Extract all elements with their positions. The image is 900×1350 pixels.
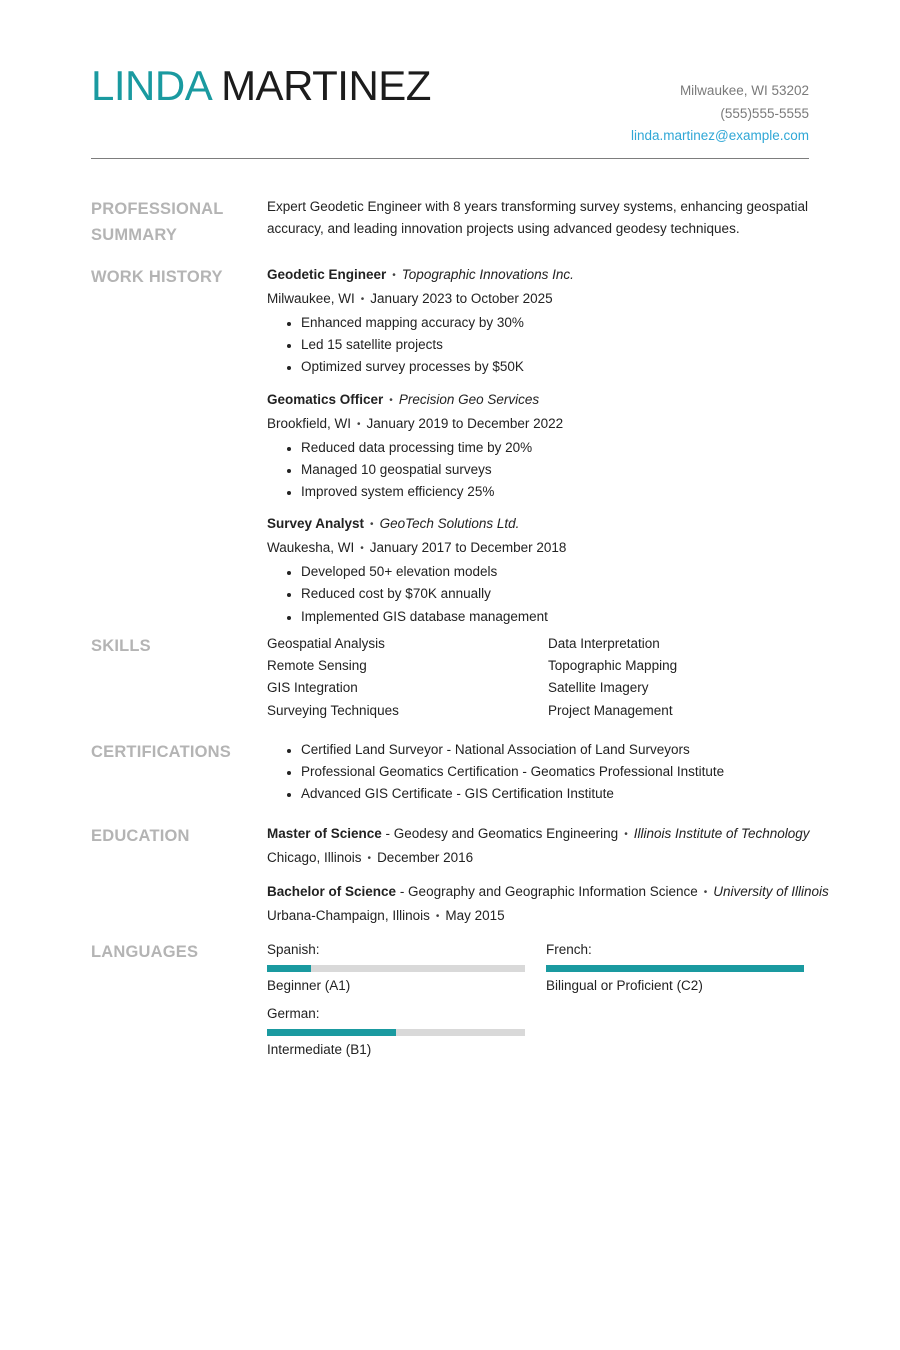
language-entry — [267, 939, 525, 997]
job-location: Waukesha, WI — [267, 540, 355, 556]
proficiency-bar-fill — [267, 1029, 396, 1036]
job-location: Brookfield, WI — [267, 415, 352, 431]
bullet-separator: • — [703, 887, 708, 898]
job-bullets — [267, 437, 812, 504]
skill-item: Surveying Techniques — [267, 702, 399, 718]
bullet-separator: • — [360, 543, 364, 555]
list-item: • Advanced GIS Certificate - GIS Certification Institute — [301, 783, 812, 805]
list-item: • Professional Geomatics Certification - Geomatics Professional Institute — [301, 761, 812, 783]
skill-item: Geospatial Analysis — [267, 636, 385, 651]
job-header — [267, 513, 812, 537]
list-item: • Led 15 satellite projects — [301, 334, 812, 356]
list-item: • Implemented GIS database management — [301, 606, 812, 628]
language-name: German: — [267, 1006, 320, 1021]
section-label: PROFESSIONAL SUMMARY — [91, 200, 224, 244]
header-divider — [91, 158, 809, 159]
skills-grid — [267, 633, 812, 722]
language-level: Beginner (A1) — [267, 978, 351, 993]
education-meta — [267, 847, 812, 871]
job-bullets — [267, 312, 812, 379]
degree-field: - Geography and Geographic Information Science — [396, 884, 698, 899]
bullet-separator: • — [370, 519, 374, 531]
list-item: • Reduced data processing time by 20% — [301, 437, 812, 459]
job-dates: January 2023 to October 2025 — [370, 291, 553, 306]
graduation-date: May 2015 — [445, 908, 505, 923]
job-dates: January 2019 to December 2022 — [366, 415, 564, 431]
school-location: Chicago, Illinois — [267, 850, 362, 865]
bullet-separator: • — [367, 853, 372, 864]
skill-item: Project Management — [548, 702, 673, 718]
skill-item: Remote Sensing — [267, 658, 367, 674]
bullet-separator: • — [624, 829, 628, 840]
resume-header — [91, 62, 809, 146]
first-name: LINDA — [91, 62, 210, 109]
certifications-list — [267, 739, 812, 806]
bullet-separator: • — [357, 418, 361, 430]
list-item: • Enhanced mapping accuracy by 30% — [301, 312, 812, 334]
education-meta — [267, 905, 812, 929]
languages-grid — [267, 939, 812, 1061]
school-name: University of Illinois — [713, 884, 829, 899]
job-entry — [267, 513, 812, 628]
proficiency-bar-fill — [546, 965, 804, 972]
job-entry — [267, 389, 812, 504]
job-company: Topographic Innovations Inc. — [401, 267, 574, 282]
bullet-separator: • — [392, 270, 396, 281]
degree-line — [267, 823, 812, 847]
proficiency-bar — [267, 965, 525, 972]
certifications-body — [267, 739, 812, 806]
language-level: Bilingual or Proficient (C2) — [546, 978, 703, 993]
section-label: CERTIFICATIONS — [91, 743, 231, 761]
job-title: Geomatics Officer — [267, 391, 384, 407]
skill-item: GIS Integration — [267, 680, 358, 696]
bullet-separator: • — [389, 394, 393, 406]
degree-line — [267, 881, 829, 905]
section-label: SKILLS — [91, 637, 151, 655]
summary-text: Expert Geodetic Engineer with 8 years transforming survey systems, enhancing geospatial accuracy, and leading innovation projects using advanced geodesy techniques. — [267, 199, 809, 236]
list-item: • Reduced cost by $70K annually — [301, 583, 812, 605]
candidate-name — [91, 62, 431, 110]
education-body — [267, 823, 829, 939]
language-entry — [267, 1003, 525, 1061]
skill-item: Topographic Mapping — [548, 658, 678, 674]
section-label: WORK HISTORY — [91, 268, 223, 286]
phone: (555)555-5555 — [720, 105, 809, 121]
degree: Bachelor of Science — [267, 884, 397, 899]
address: Milwaukee, WI 53202 — [679, 83, 809, 98]
bullet-separator: • — [435, 911, 440, 922]
school-location: Urbana-Champaign, Illinois — [267, 908, 430, 923]
degree-field: - Geodesy and Geomatics Engineering — [381, 826, 619, 841]
school-name: Illinois Institute of Technology — [633, 826, 810, 841]
proficiency-bar-fill — [267, 965, 311, 972]
skills-body — [267, 633, 812, 722]
education-entry — [267, 823, 812, 871]
education-entry — [267, 881, 829, 929]
list-item: • Developed 50+ elevation models — [301, 561, 812, 583]
proficiency-bar — [546, 965, 804, 972]
skill-item: Satellite Imagery — [548, 680, 649, 696]
job-meta — [267, 537, 812, 561]
job-entry — [267, 264, 812, 379]
job-title: Survey Analyst — [267, 516, 365, 532]
last-name: MARTINEZ — [221, 62, 431, 109]
graduation-date: December 2016 — [377, 850, 474, 865]
list-item: • Optimized survey processes by $50K — [301, 356, 812, 378]
language-entry — [546, 939, 804, 997]
job-company: GeoTech Solutions Ltd. — [379, 516, 520, 532]
list-item: • Improved system efficiency 25% — [301, 481, 812, 503]
section-label: EDUCATION — [91, 827, 190, 845]
job-header — [267, 389, 812, 413]
proficiency-bar — [267, 1029, 525, 1036]
language-level: Intermediate (B1) — [267, 1042, 372, 1057]
email-link[interactable]: linda.martinez@example.com — [630, 128, 809, 143]
degree: Master of Science — [267, 826, 382, 841]
bullet-separator: • — [360, 294, 365, 305]
section-label: LANGUAGES — [91, 943, 199, 961]
job-title: Geodetic Engineer — [267, 267, 387, 282]
job-company: Precision Geo Services — [398, 391, 540, 407]
job-header — [267, 264, 812, 288]
list-item: • Managed 10 geospatial surveys — [301, 459, 812, 481]
job-meta — [267, 413, 812, 437]
contact-block — [631, 80, 809, 148]
skill-item: Data Interpretation — [548, 636, 660, 651]
job-location: Milwaukee, WI — [267, 291, 355, 306]
work-history-body — [267, 264, 812, 638]
language-name: Spanish: — [267, 942, 320, 957]
summary-body — [267, 196, 812, 240]
list-item: • Certified Land Surveyor - National Association of Land Surveyors — [301, 739, 812, 761]
job-meta — [267, 288, 812, 312]
languages-body — [267, 939, 812, 1061]
job-bullets — [267, 561, 812, 628]
language-name: French: — [546, 942, 592, 957]
job-dates: January 2017 to December 2018 — [369, 540, 567, 556]
